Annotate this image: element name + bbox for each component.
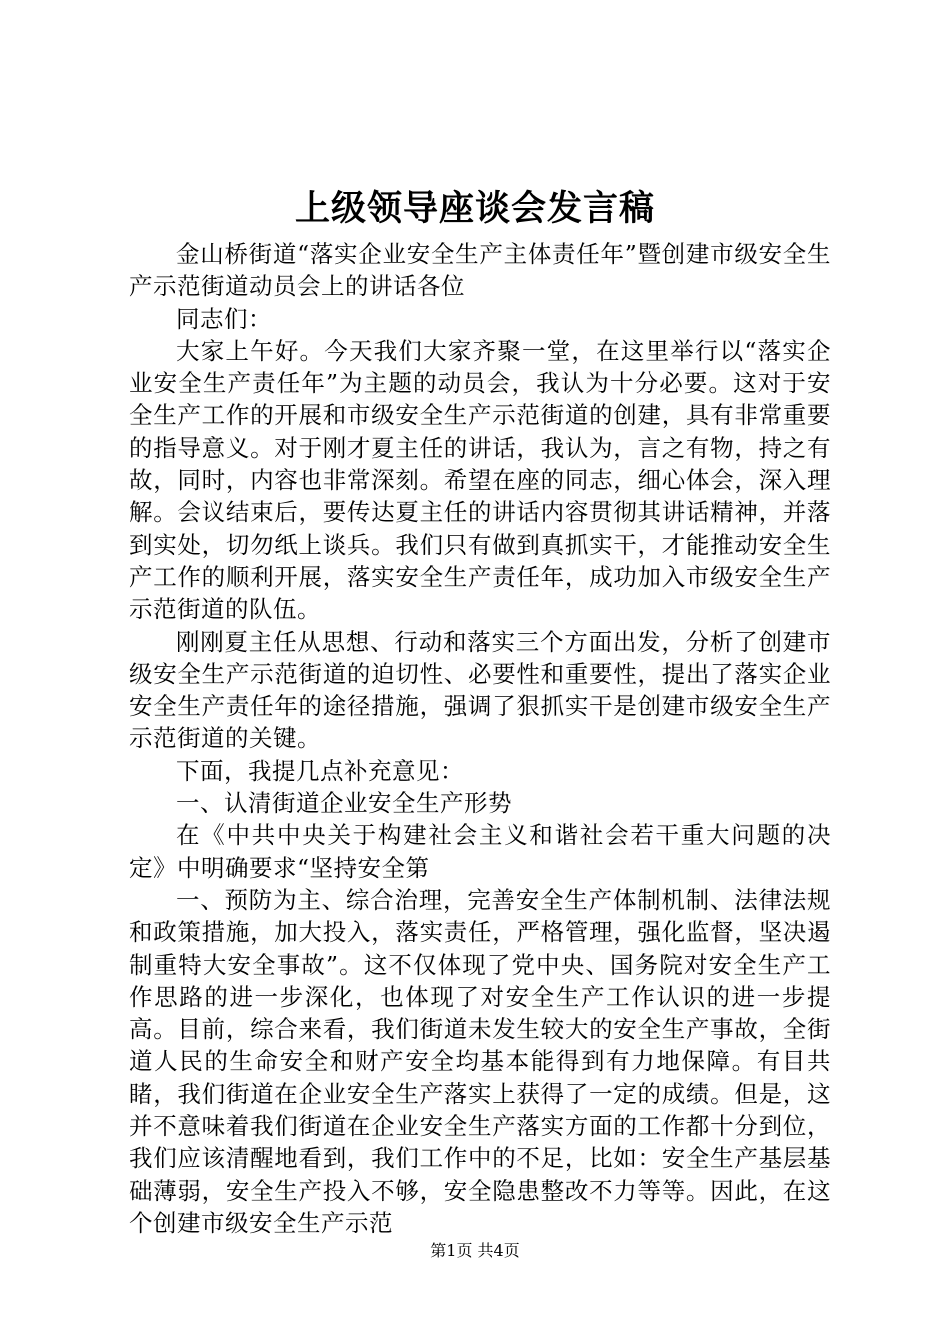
body-paragraph: 下面，我提几点补充意见： [176,756,464,785]
body-paragraph: 金山桥街道“落实企业安全生产主体责任年”暨创建市级安全生产示范街道动员会上的讲话各位 [129,240,831,301]
body-paragraph: 大家上午好。今天我们大家齐聚一堂，在这里举行以“落实企业安全生产责任年”为主题的动员会，我认为十分必要。这对于安全生产工作的开展和市级安全生产示范街道的创建，具有非常重要的指导意义。对于刚才夏主任的讲话，我认为，言之有物，持之有故，同时，内容也非常深刻。希望在座的同志，细心体会，深入理解。会议结束后，要传达夏主任的讲话内容贯彻其讲话精神，并落到实处，切勿纸上谈兵。我们只有做到真抓实干，才能推动安全生产工作的顺利开展，落实安全生产责任年，成功加入市级安全生产示范街道的队伍。 [129,336,831,624]
page-footer: 第1页 共4页 [430,1241,520,1260]
body-paragraph: 在《中共中央关于构建社会主义和谐社会若干重大问题的决定》中明确要求“坚持安全第 [129,821,831,882]
body-paragraph: 同志们： [176,304,272,333]
section-heading: 一、认清街道企业安全生产形势 [176,789,512,818]
document-title: 上级领导座谈会发言稿 [294,188,655,229]
body-paragraph: 刚刚夏主任从思想、行动和落实三个方面出发，分析了创建市级安全生产示范街道的迫切性、必要性和重要性，提出了落实企业安全生产责任年的途径措施，强调了狠抓实干是创建市级安全生产示范街道的关键。 [129,627,831,753]
document-body [129,238,831,1239]
body-paragraph: 一、预防为主、综合治理，完善安全生产体制机制、法律法规和政策措施，加大投入，落实责任，严格管理，强化监督，坚决遏制重特大安全事故”。这不仅体现了党中央、国务院对安全生产工作思路的进一步深化，也体现了对安全生产工作认识的进一步提高。目前，综合来看，我们街道未发生较大的安全生产事故，全街道人民的生命安全和财产安全均基本能得到有力地保障。有目共睹，我们街道在企业安全生产落实上获得了一定的成绩。但是，这并不意味着我们街道在企业安全生产落实方面的工作都十分到位，我们应该清醒地看到，我们工作中的不足，比如：安全生产基层基础薄弱，安全生产投入不够，安全隐患整改不力等等。因此，在这个创建市级安全生产示范 [129,885,831,1237]
